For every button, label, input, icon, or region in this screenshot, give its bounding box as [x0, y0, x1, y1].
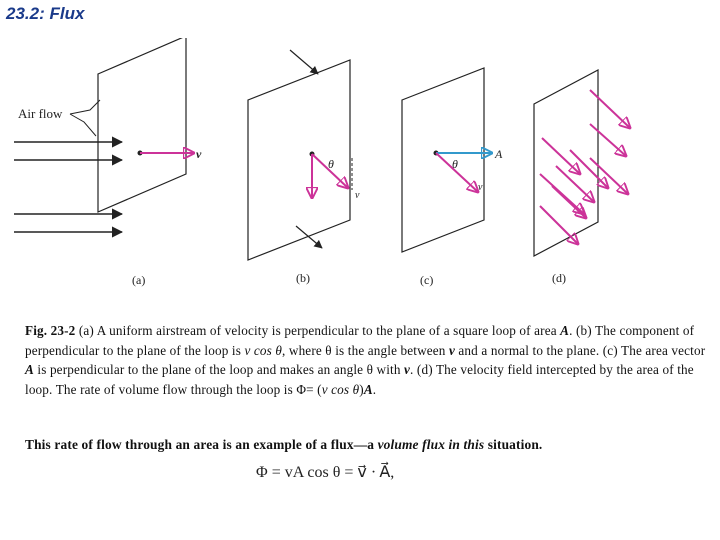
- slide-title: 23.2: Flux: [6, 4, 85, 23]
- panel-label-d: (d): [552, 271, 566, 285]
- v-label-c: v: [478, 182, 483, 193]
- flux-figure: [0, 38, 720, 288]
- theta-label-b: θ: [328, 157, 334, 171]
- a-label-c: A: [495, 147, 503, 161]
- panel-a: [14, 38, 202, 232]
- caption-v1: v: [448, 342, 455, 358]
- caption-a1: A: [560, 323, 570, 338]
- caption-part6: . (d) The velocity field intercepted by the area of the loop. The rate of volume flow through the loop is Φ= (: [25, 362, 694, 397]
- panel-label-a: (a): [132, 273, 146, 287]
- v-label-b: v: [355, 190, 360, 201]
- flux-note: [25, 437, 715, 453]
- flux-note-part1: This rate of flow through an area is an example of a flux—a: [25, 437, 378, 452]
- panel-d: [534, 70, 630, 256]
- theta-label-c: θ: [452, 157, 458, 171]
- caption-vcos2: v cos θ: [321, 381, 360, 397]
- caption-part7: ): [359, 381, 364, 397]
- caption-part5: is perpendicular to the plane of the loop and makes an angle θ with: [33, 362, 405, 377]
- caption-vcos: v cos θ: [244, 342, 282, 358]
- caption-a3: A: [363, 381, 373, 397]
- air-flow-label: Air flow: [18, 106, 63, 121]
- flux-note-part2: situation.: [484, 437, 543, 452]
- panel-b: [248, 50, 360, 260]
- panel-label-b: (b): [296, 271, 310, 285]
- caption-part2: . (b) The component of perpendicular to the plane of the loop is: [25, 323, 695, 358]
- panel-c: [402, 68, 503, 252]
- v-label-a: v: [196, 147, 202, 161]
- figure-caption: [25, 321, 715, 399]
- caption-fig-ref: Fig. 23-2: [25, 323, 76, 338]
- caption-part4: and a normal to the plane. (c) The area vector: [454, 342, 706, 358]
- caption-a2: A: [25, 362, 34, 377]
- caption-v2: v: [404, 362, 411, 377]
- flux-note-italic: volume flux in this: [377, 437, 485, 452]
- caption-part3: , where θ is the angle between: [282, 342, 449, 358]
- panel-label-c: (c): [420, 273, 434, 287]
- caption-part8: .: [372, 381, 377, 397]
- caption-part1: (a) A uniform airstream of velocity is perpendicular to the plane of a square loop of area: [75, 323, 561, 338]
- flux-equation: Φ = vA cos θ = v⃗ · A⃗,: [256, 464, 395, 481]
